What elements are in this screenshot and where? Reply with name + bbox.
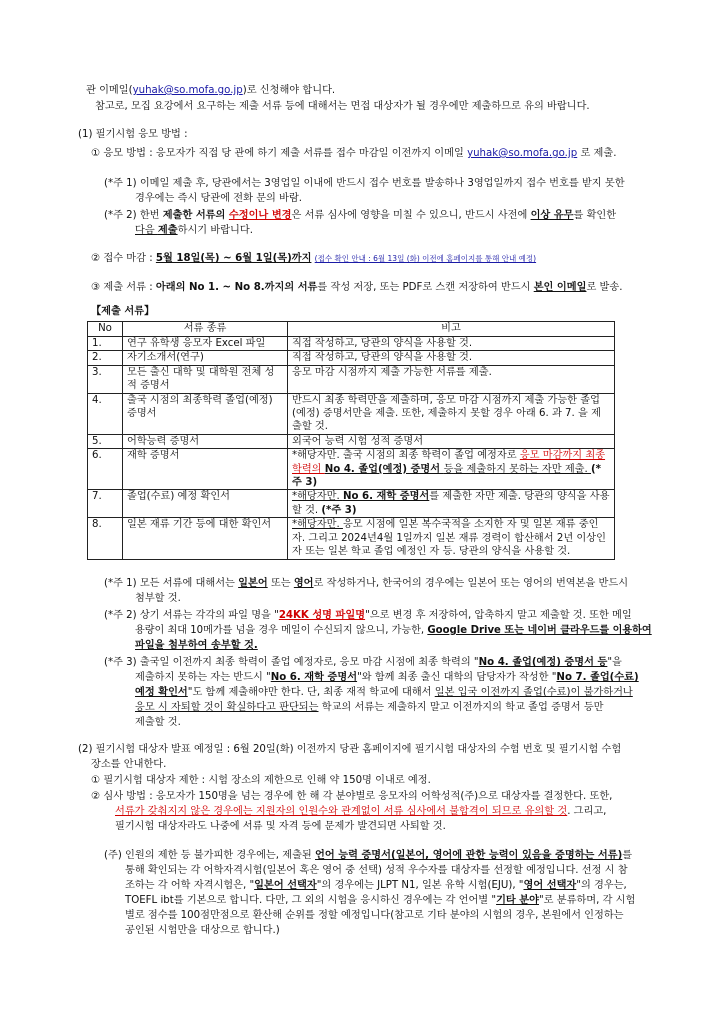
note-text: (*주 3) 출국일 이전까지 최종 학력이 졸업 예정자로, 응모 마감 시점에 최종 학력의 " <box>104 657 479 668</box>
note-text: (*주 2) 상기 서류는 각각의 파일 명을 " <box>104 610 279 621</box>
table-row <box>88 434 615 448</box>
note-1-line-1: (*주 1) 이메일 제출 후, 당관에서는 3영업일 이내에 반드시 접수 번호를 발송하나 3영업일까지 접수 번호를 받지 못한 <box>104 178 625 189</box>
row-note <box>288 449 615 490</box>
section-2-note-line-4 <box>125 894 635 907</box>
docs-emphasis: 본인 이메일 <box>533 282 587 293</box>
note-emphasis: No 6. 재학 증명서 <box>342 491 430 503</box>
note2-3-line-5: 제출할 것. <box>135 717 181 728</box>
row-note <box>288 490 615 518</box>
note-text: *해당자만. <box>292 519 343 531</box>
note-emphasis: 영어 <box>293 578 314 589</box>
note-text: 제출한 서류의 <box>162 210 229 221</box>
note2-3-line-4 <box>135 701 604 714</box>
docs-text: ③ 제출 서류 : <box>91 282 156 293</box>
intro-text: )로 신청해야 합니다. <box>242 85 336 96</box>
email-link[interactable]: yuhak@so.mofa.go.jp <box>467 148 578 159</box>
row-no: 1. <box>88 337 123 351</box>
table-row <box>88 393 615 434</box>
row-no: 5. <box>88 434 123 448</box>
note-emphasis: 제출 <box>157 225 178 236</box>
section-2-item-2-line-2 <box>115 805 606 818</box>
row-no: 7. <box>88 490 123 518</box>
apply-method <box>91 147 616 160</box>
note-text: 제출하지 못하는 자는 반드시 " <box>135 672 271 683</box>
table-row <box>88 365 615 393</box>
note2-2-line-2 <box>135 624 652 637</box>
note2-3-line-3 <box>135 686 633 699</box>
note-emphasis: Google Drive 또는 네이버 클라우드를 이용하여 <box>427 625 652 636</box>
email-link[interactable]: yuhak@so.mofa.go.jp <box>132 85 243 96</box>
warning-text: 서류가 갖춰지지 않은 경우에는 지원자의 인원수와 관계없이 서류 심사에서 불합격이 되므로 유의할 것 <box>115 806 568 817</box>
note-text: 로 작성하거나, 한국어의 경우에는 일본어 또는 영어의 번역본을 반드시 <box>313 578 629 589</box>
note-emphasis: 응모 마감까지 최종 학력의 <box>292 450 606 475</box>
note-text: 응모 시점에 일본 복수국적을 소지한 자 및 일본 재류 중인 자. 그리고 2024년4월 1일까지 일본 재류 경력이 합산해서 2년 이상인 자 또는 일본 학교 졸업 예정인 자 등. 당관의 양식을 사용할 것. <box>292 519 606 558</box>
note2-2-line-1 <box>104 609 632 622</box>
note-text: 또는 <box>267 578 294 589</box>
documents-instruction <box>91 281 622 294</box>
note-text: (주) 인원의 제한 등 불가피한 경우에는, 제출된 <box>104 850 315 861</box>
note-emphasis: No 7. 졸업(수료) <box>556 672 639 683</box>
table-row <box>88 337 615 351</box>
note2-1-line-2: 첨부할 것. <box>135 593 181 604</box>
deadline-value: 5월 18일(목) ~ 6월 1일(목)까지 <box>155 253 312 264</box>
note2-1-line-1 <box>104 577 628 590</box>
note-text: 용량이 최대 10메가를 넘을 경우 메일이 수신되지 않으니, 가능한, <box>135 625 428 636</box>
apply-method-text: ① 응모 방법 : 응모자가 직접 당 관에 하기 제출 서류를 접수 마감일 이전까지 이메일 <box>91 148 468 159</box>
deadline-label: ② 접수 마감 : <box>91 253 156 264</box>
note-2-line-2 <box>135 224 253 237</box>
note-text: 학교의 서류는 제출하지 말고 이전까지의 학교 졸업 증명서 등만 <box>318 702 604 713</box>
row-kind: 재학 증명서 <box>123 449 288 490</box>
section-2-note-line-6: 공인된 시험만을 대상으로 합니다.) <box>125 925 280 936</box>
note-emphasis: 예정 확인서 <box>135 687 188 698</box>
note-emphasis: No 4. 졸업(예정) 증명서 <box>324 463 444 475</box>
row-note: 응모 마감 시점까지 제출 가능한 서류를 제출. <box>288 365 615 393</box>
section-2-item-2-line-1: ② 심사 방법 : 응모자가 150명을 넘는 경우에 한 해 각 분야별로 응모자의 어학성적(주)으로 대상자를 결정한다. 또한, <box>91 791 613 802</box>
row-no: 8. <box>88 518 123 559</box>
deadline-note: (접수 확인 안내 : 6월 13일 (화) 이전에 홈페이지를 통해 안내 예정) <box>314 254 537 263</box>
note-text: 를 제출한 자만 제출. 당관의 양식을 사용할 것. <box>292 491 610 516</box>
note-ref: (*주 3) <box>321 504 357 516</box>
note-text: 조하는 각 어학 자격시험은, " <box>125 880 255 891</box>
note-emphasis: No 6. 재학 증명서 <box>270 672 358 683</box>
header-note: 비고 <box>288 322 615 337</box>
intro-text: 관 이메일( <box>86 85 133 96</box>
note-text: "을 <box>607 657 622 668</box>
section-2-item-2-line-3: 필기시험 대상자라도 나중에 서류 및 자격 등에 문제가 발견되면 사퇴할 것. <box>115 821 446 832</box>
note2-3-line-1 <box>104 656 622 669</box>
note-text: "로 분류하며, 각 시험 <box>539 895 636 906</box>
note-emphasis: 언어 능력 증명서(일본어, 영어에 관한 능력이 있음을 증명하는 서류) <box>315 850 623 861</box>
note-emphasis: 이상 유무 <box>530 210 574 221</box>
item-text: . 그리고, <box>567 806 607 817</box>
note-emphasis: No 4. 졸업(예정) 증명서 등 <box>478 657 608 668</box>
note2-3-line-2 <box>135 671 639 684</box>
header-no: No <box>88 322 123 337</box>
note-text: "의 경우에는 JLPT N1, 일본 유학 시험(EJU), " <box>316 880 524 891</box>
section-2-line-2: 장소를 안내한다. <box>91 759 167 770</box>
note-text: 다음 <box>135 225 158 236</box>
note-text: *해당자만. <box>292 491 343 503</box>
table-header-row <box>88 322 615 337</box>
note2-2-line-3: 파일을 첨부하여 송부할 것. <box>135 640 258 651</box>
note-text: "으로 변경 후 저장하여, 압축하지 말고 제출할 것. 또한 메일 <box>365 610 632 621</box>
note-text: (*주 2) 한번 <box>104 210 163 221</box>
row-no: 4. <box>88 393 123 434</box>
note-text: 를 확인한 <box>573 210 617 221</box>
note-text: *해당자만. 출국 시점의 최종 학력이 졸업 예정자로 <box>292 450 520 462</box>
table-caption: 【제출 서류】 <box>91 306 155 317</box>
row-no: 3. <box>88 365 123 393</box>
note-text: (*주 1) 모든 서류에 대해서는 <box>104 578 239 589</box>
docs-text: 를 작성 저장, 또는 PDF로 스캔 저장하여 반드시 <box>317 282 534 293</box>
row-note: 직접 작성하고, 당관의 양식을 사용할 것. <box>288 351 615 365</box>
documents-table <box>87 321 615 560</box>
row-no: 6. <box>88 449 123 490</box>
row-no: 2. <box>88 351 123 365</box>
note-1-line-2: 경우에는 즉시 당관에 전화 문의 바람. <box>135 193 303 204</box>
note-text: "와 함께 최종 출신 대학의 담당자가 작성한 " <box>357 672 557 683</box>
row-kind: 출국 시점의 최종학력 졸업(예정) 증명서 <box>123 393 288 434</box>
note-emphasis: 영어 선택자 <box>523 880 577 891</box>
row-note: 직접 작성하고, 당관의 양식을 사용할 것. <box>288 337 615 351</box>
table-row <box>88 449 615 490</box>
section-2-note-line-3 <box>125 879 627 892</box>
apply-method-text: 로 제출. <box>577 148 617 159</box>
row-note: 반드시 최종 학력만을 제출하며, 응모 마감 시점까지 제출 가능한 졸업(예정) 증명서만을 제출. 또한, 제출하지 못할 경우 아래 6. 과 7. 을 제출할 것. <box>288 393 615 434</box>
section-2-item-1: ① 필기시험 대상자 제한 : 시험 장소의 제한으로 인해 약 150명 이내로 예정. <box>91 775 431 786</box>
note-2-line-1 <box>104 209 616 222</box>
deadline <box>91 252 536 265</box>
section-1-title: (1) 필기시험 응모 방법 : <box>78 129 188 140</box>
row-kind: 자기소개서(연구) <box>123 351 288 365</box>
section-2-line-1: (2) 필기시험 대상자 발표 예정일 : 6월 20일(화) 이전까지 당관 홈페이지에 필기시험 대상자의 수험 번호 및 필기시험 수험 <box>78 744 622 755</box>
section-2-note-line-2: 통해 확인되는 각 어학자격시험(일본어 혹은 영어 중 선택) 성적 우수자를 대상자를 선정할 예정입니다. 선정 시 참 <box>125 865 628 876</box>
note-text: 은 <box>291 210 302 221</box>
note-emphasis: 기타 분야 <box>496 895 539 906</box>
note-emphasis: 응모 시 자퇴할 것이 확실하다고 판단되는 <box>135 702 319 713</box>
row-kind: 연구 유학생 응모자 Excel 파일 <box>123 337 288 351</box>
note-text: 등을 제출하지 못하는 자만 제출. <box>443 463 592 475</box>
intro-line-2: 참고로, 모집 요강에서 요구하는 제출 서류 등에 대해서는 면접 대상자가 될 경우에만 제출하므로 유의 바랍니다. <box>95 101 590 112</box>
note-ref: (*주 3) <box>292 463 601 489</box>
row-note: 외국어 능력 시험 성적 증명서 <box>288 434 615 448</box>
section-2-note-line-1 <box>104 849 632 862</box>
note-emphasis: 수정이나 변경 <box>228 210 292 221</box>
header-kind: 서류 종류 <box>123 322 288 337</box>
row-kind: 어학능력 증명서 <box>123 434 288 448</box>
note-text: TOEFL ibt를 기본으로 합니다. 다만, 그 외의 시험을 응시하신 경우에는 각 언어별 " <box>125 895 497 906</box>
note-emphasis: 일본 입국 이전까지 졸업(수료)이 불가하거나 <box>434 687 633 698</box>
note-emphasis: 일본어 <box>238 578 268 589</box>
note-text: 서류 심사에 영향을 미칠 수 있으니, 반드시 사전에 <box>301 210 531 221</box>
note-text: "의 경우는, <box>576 880 627 891</box>
note-emphasis: 24KK 성명 파일명 <box>278 610 366 621</box>
row-note <box>288 518 615 559</box>
table-row <box>88 490 615 518</box>
table-row <box>88 518 615 559</box>
table-row <box>88 351 615 365</box>
docs-emphasis: 아래의 No 1. ~ No 8.까지의 서류 <box>155 282 318 293</box>
docs-text: 로 발송. <box>586 282 623 293</box>
row-kind: 졸업(수료) 예정 확인서 <box>123 490 288 518</box>
note-text: "도 함께 제출해야만 한다. 단, 최종 재적 학교에 대해서 <box>187 687 435 698</box>
note-text: 를 <box>622 850 633 861</box>
section-2-note-line-5: 별로 점수를 100점만점으로 환산해 순위를 정할 예정입니다(참고로 기타 분야의 시험의 경우, 본원에서 인정하는 <box>125 910 624 921</box>
intro-line-1 <box>86 84 335 97</box>
row-kind: 일본 재류 기간 등에 대한 확인서 <box>123 518 288 559</box>
row-kind: 모든 출신 대학 및 대학원 전체 성적 증명서 <box>123 365 288 393</box>
note-text: 하시기 바랍니다. <box>177 225 253 236</box>
note-emphasis: 일본어 선택자 <box>254 880 317 891</box>
